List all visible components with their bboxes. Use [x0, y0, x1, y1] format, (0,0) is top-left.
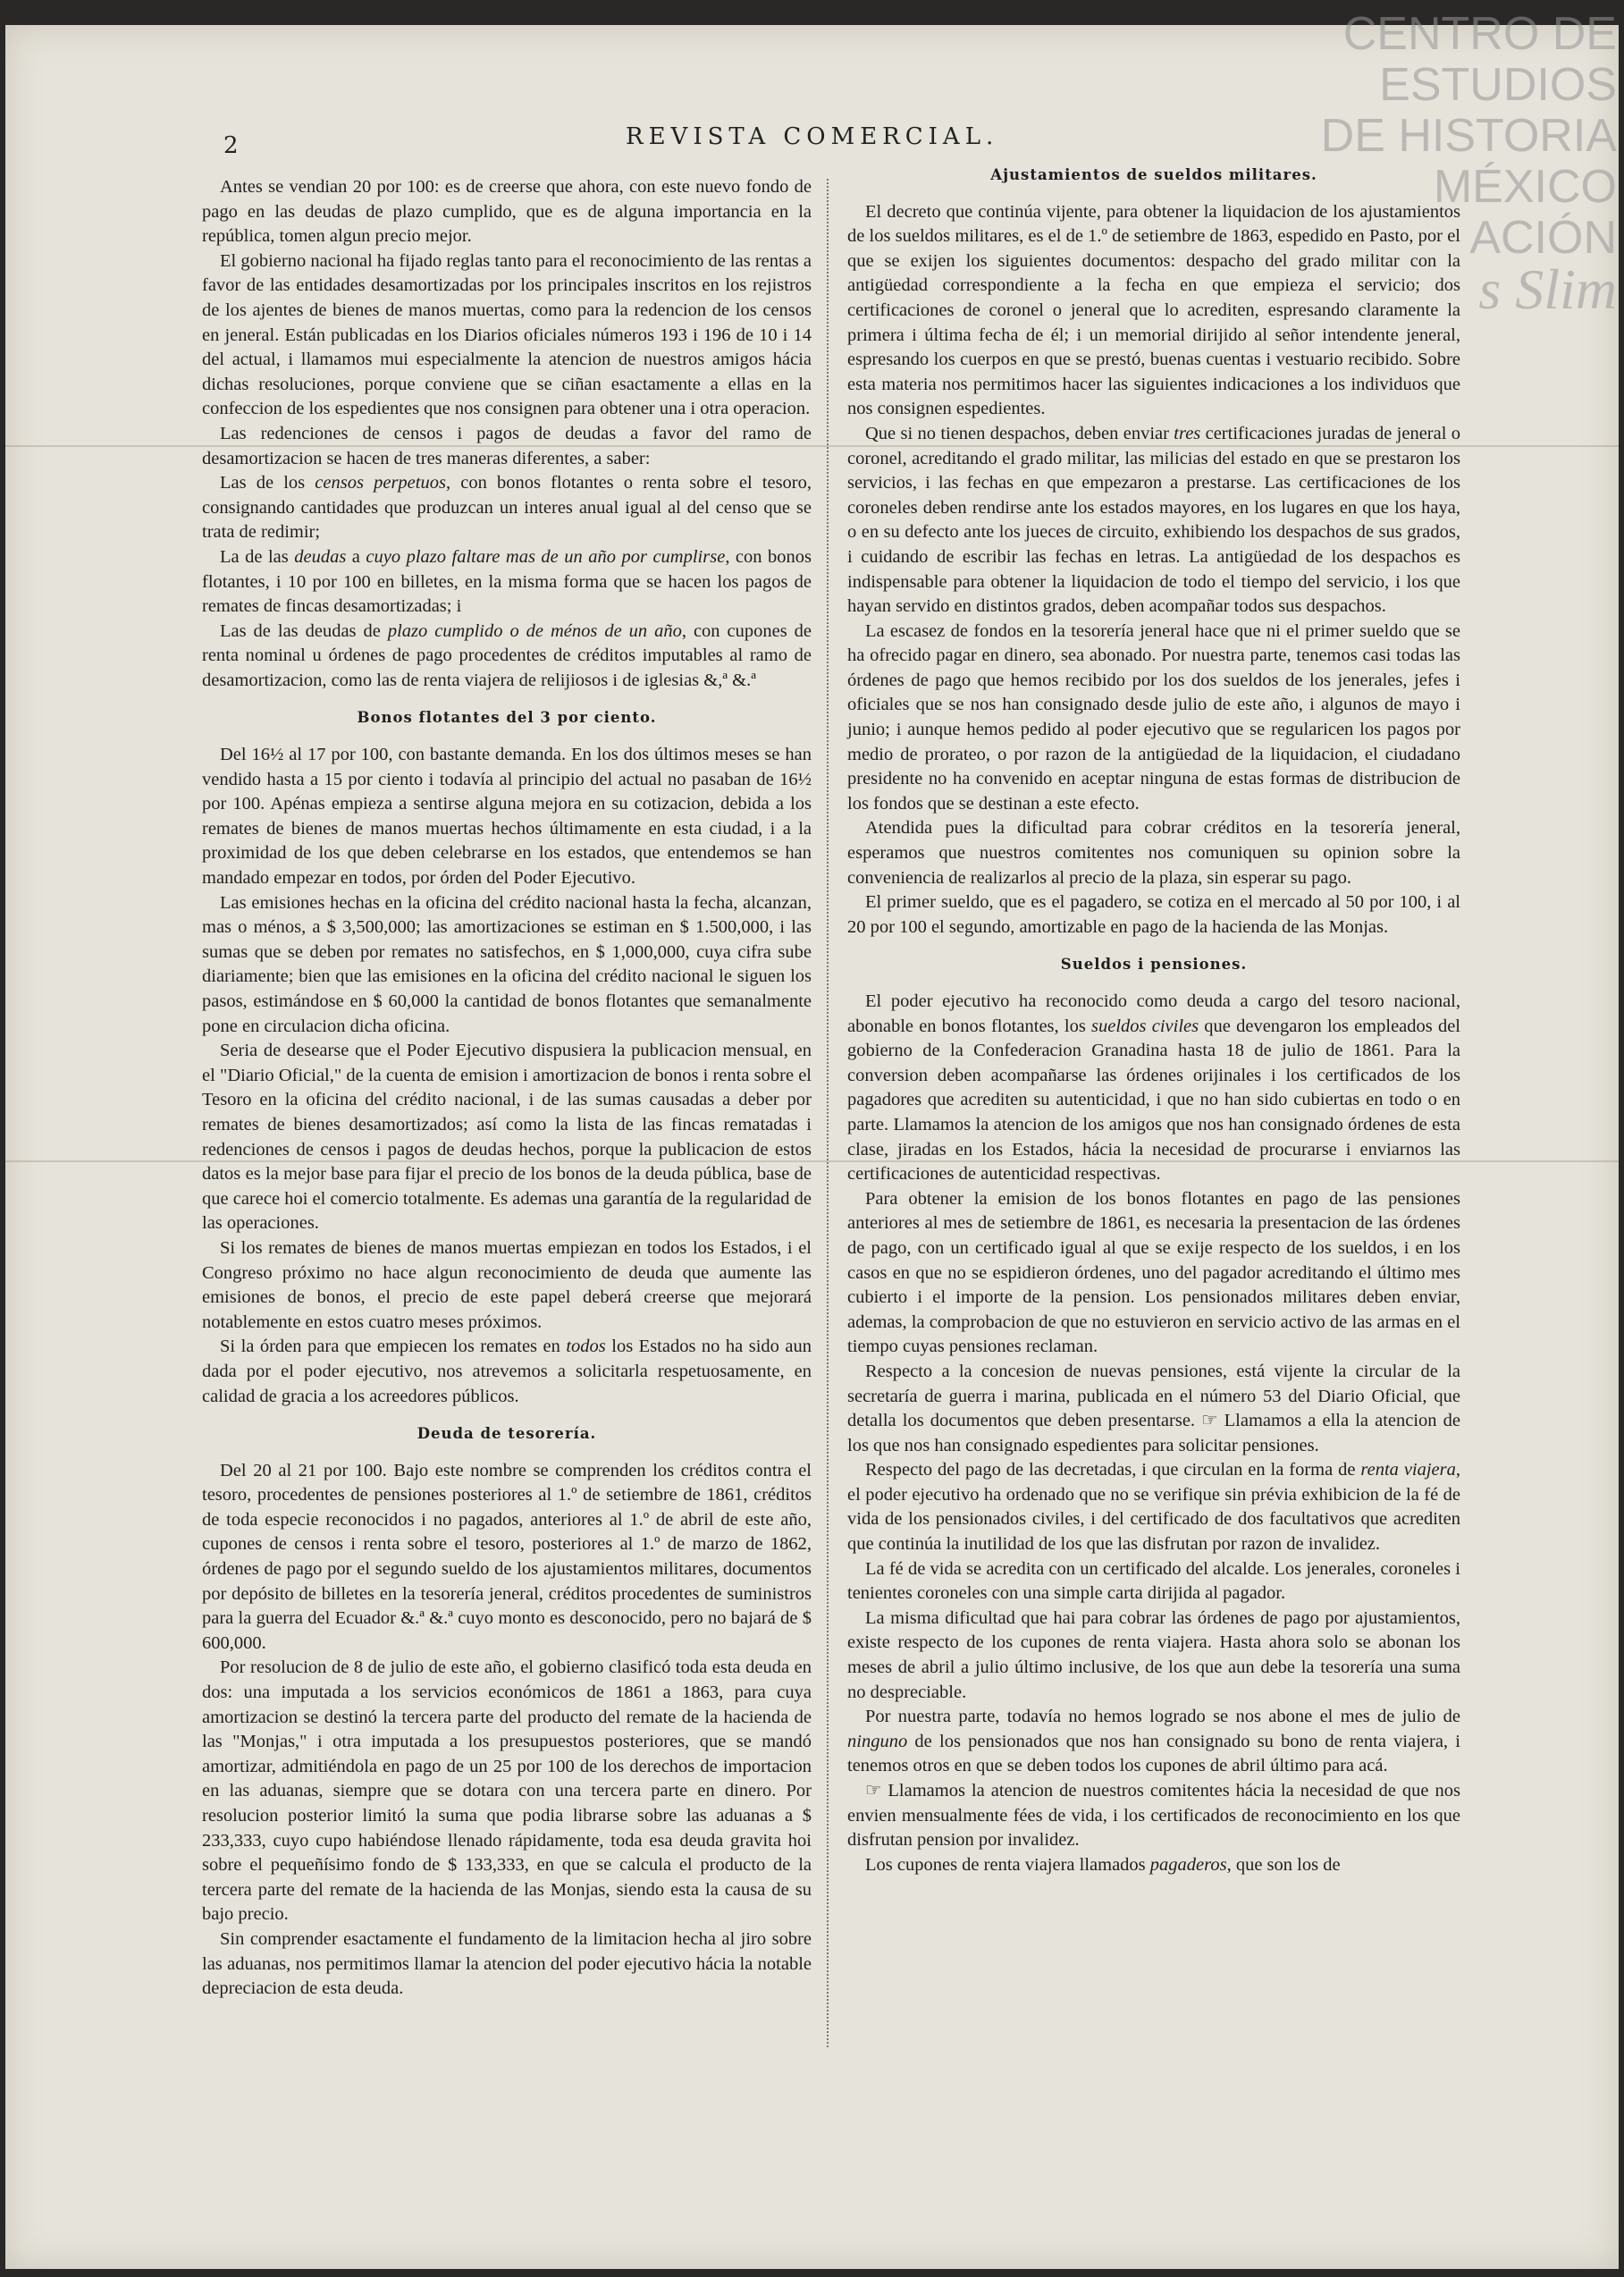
section-heading: Bonos flotantes del 3 por ciento.: [357, 709, 657, 727]
watermark-signature: s Slim: [1478, 257, 1617, 321]
paragraph: Las redenciones de censos i pagos de deudas a favor del ramo de desamortizacion se hacen de tres maneras diferentes, a saber:: [202, 423, 812, 468]
paragraph: El poder ejecutivo ha reconocido como deuda a cargo del tesoro nacional, abonable en bonos flotantes, los sueldos civiles que devengaron los empleados del gobierno de la Confederacion Granadina hasta 18 de julio de 1861. Para la conversion deben acompañarse las órdenes orijinales i los certificados de los pagadores que acrediten su autenticidad, i que no han sido cubiertas en todo o en parte. Llamamos la atencion de los amigos que nos han consignado órdenes de esta clase, jiradas en los Estados, hácia la necesidad de procurarse i enviarnos las certificaciones de autenticidad respectivas.: [847, 991, 1460, 1185]
paragraph: Las de las deudas de plazo cumplido o de ménos de un año, con cupones de renta nominal u órdenes de pago procedentes de créditos imputables al ramo de desamortizacion, como las de renta viajera de relijiosos i de iglesias &,ª &.ª: [202, 620, 812, 690]
watermark-line: ACIÓN: [1469, 212, 1617, 264]
right-column: [847, 163, 1460, 1877]
paragraph: Antes se vendian 20 por 100: es de creerse que ahora, con este nuevo fondo de pago en las deudas de plazo cumplido, que es de alguna importancia en la república, tomen algun precio mejor.: [202, 177, 812, 247]
paragraph: Respecto del pago de las decretadas, i que circulan en la forma de renta viajera, el poder ejecutivo ha ordenado que no se verifique sin prévia exhibicion de la fé de vida de los pensionados civiles, i del certificado de dos facultativos que acrediten que continúa la inutilidad de los que las disfrutan por razon de invalidez.: [847, 1460, 1461, 1555]
paragraph: Respecto a la concesion de nuevas pensiones, está vijente la circular de la secretaría de guerra i marina, publicada en el número 53 del Diario Oficial, que detalla los documentos que deben presentarse. ☞ Llamamos a ella la atencion de los que nos han consignado espedientes para solicitar pensiones.: [847, 1361, 1460, 1455]
page-number: 2: [223, 132, 239, 159]
left-column: [202, 175, 812, 2002]
paragraph: Atendida pues la dificultad para cobrar créditos en la tesorería jeneral, esperamos que nuestros comitentes nos comuniquen su opinion sobre la conveniencia de realizarlos al precio de la plaza, sin esperar su pago.: [847, 818, 1460, 888]
paragraph: Las de los censos perpetuos, con bonos flotantes o renta sobre el tesoro, consignando cantidades que produzcan un interes anual igual al del censo que se trata de redimir;: [202, 473, 812, 543]
paragraph: Del 16½ al 17 por 100, con bastante demanda. En los dos últimos meses se han vendido hasta a 15 por ciento i todavía al principio del actual no pasaban de 16½ por 100. Apénas empieza a sentirse alguna mejora en su cotizacion, debida a los remates de bienes de manos muertas hechos últimamente en esta ciudad, i a la proximidad de los que deben celebrarse en los estados, que entendemos se han mandado empezar en todos, por órden del Poder Ejecutivo.: [202, 745, 812, 889]
paragraph: Para obtener la emision de los bonos flotantes en pago de las pensiones anteriores al mes de setiembre de 1861, es necesaria la presentacion de las órdenes de pago, con un certificado igual al que se exije respecto de los sueldos, i en los casos en que no se espidieron órdenes, uno del pagador acreditando el último mes cubierto i el importe de la pension. Los pensionados militares deben enviar, ademas, la comprobacion de que no estuvieron en servicio activo de las armas en el tiempo cuyas pensiones reclaman.: [847, 1188, 1460, 1357]
section-heading: Ajustamientos de sueldos militares.: [990, 166, 1317, 183]
paragraph: Por resolucion de 8 de julio de este año, el gobierno clasificó toda esta deuda en dos: una imputada a los servicios económicos de 1861 a 1863, para cuya amortizacion se destinó la tercera parte del producto del remate de la hacienda de las "Monjas," i otra imputada a los presupuestos posteriores, que se mandó amortizar, admitiéndola en pago de un 25 por 100 de los derechos de importacion en las aduanas, siempre que se dotara con una tercera parte en dinero. Por resolucion posterior limitó la suma que podia librarse sobre las aduanas a $ 233,333, cuyo cupo habiéndose llenado rápidamente, toda esa deuda gravita hoi sobre el pequeñísimo fondo de $ 133,333, en que se calcula el producto de la tercera parte del remate de la hacienda de las Monjas, siendo esta la causa de su bajo precio.: [202, 1657, 812, 1925]
paragraph: El gobierno nacional ha fijado reglas tanto para el reconocimiento de las rentas a favor de las entidades desamortizadas por los principales inscritos en los rejistros de los ajentes de bienes de manos muertas, como para la redencion de los censos en jeneral. Están publicadas en los Diarios oficiales números 193 i 196 de 10 i 14 del actual, i llamamos mui especialmente la atencion de nuestros amigos hácia dichas resoluciones, porque conviene que se ciñan esactamente a ellas en la confeccion de los espedientes que nos consignen para obtener una i otra operacion.: [202, 250, 812, 419]
section-heading: Sueldos i pensiones.: [1060, 956, 1248, 974]
paragraph: Sin comprender esactamente el fundamento de la limitacion hecha al jiro sobre las aduanas, nos permitimos llamar la atencion del poder ejecutivo hácia la notable depreciacion de esta deuda.: [202, 1928, 812, 1999]
paragraph: El primer sueldo, que es el pagadero, se cotiza en el mercado al 50 por 100, i al 20 por 100 el segundo, amortizable en pago de la hacienda de las Monjas.: [847, 892, 1460, 937]
watermark-line: CENTRO DE: [1342, 8, 1617, 60]
paragraph: La misma dificultad que hai para cobrar las órdenes de pago por ajustamientos, existe respecto de los cupones de renta viajera. Hasta ahora solo se abonan los meses de abril a julio último inclusive, de los que aun debe la tesorería una suma no despreciable.: [847, 1607, 1460, 1702]
section-heading: Deuda de tesorería.: [417, 1425, 597, 1443]
paragraph: Los cupones de renta viajera llamados pagaderos, que son los de: [865, 1854, 1341, 1875]
paragraph: Seria de desearse que el Poder Ejecutivo dispusiera la publicacion mensual, en el "Diario Oficial," de la cuenta de emision i amortizacion de bonos i renta sobre el Tesoro en la oficina del crédito nacional, i de las sumas causadas a deber por remates de bienes desamortizados; así como la lista de las fincas rematadas i redenciones de censos i pagos de deudas hechos, porque la publicacion de estos datos es la mejor base para fijar el precio de los bonos de la deuda pública, base de que carece hoi el comercio totalmente. Es ademas una garantía de la regularidad de las operaciones.: [202, 1041, 812, 1234]
watermark-line: MÉXICO: [1433, 161, 1617, 213]
paragraph: Si los remates de bienes de manos muertas empiezan en todos los Estados, i el Congreso próximo no hace algun reconocimiento de deuda que aumente las emisiones de bonos, el precio de este papel deberá creerse que mejorará notablemente en estos cuatro meses próximos.: [202, 1237, 812, 1332]
page-header-title: REVISTA COMERCIAL.: [626, 123, 999, 150]
paragraph: El decreto que continúa vijente, para obtener la liquidacion de los ajustamientos de los sueldos militares, es el de 1.º de setiembre de 1863, espedido en Pasto, por el que se exijen los siguientes documentos: despacho del grado militar con la antigüedad correspondiente a la fecha en que empieza el servicio; dos certificaciones de coronel o jeneral que lo acrediten, espresando claramente la primera i última fecha de él; i un memorial dirijido al señor intendente jeneral, espresando los cuerpos en que se prestó, buenas cuentas i vestuario recibido. Sobre esta materia nos permitimos hacer las siguientes indicaciones a los individuos que nos consignen espedientes.: [847, 201, 1460, 419]
paragraph: ☞ Llamamos la atencion de nuestros comitentes hácia la necesidad de que nos envien mensualmente fées de vida, i los certificados de reconocimiento en los que disfrutan pension por invalidez.: [847, 1781, 1460, 1851]
paragraph: La escasez de fondos en la tesorería jeneral hace que ni el primer sueldo que se ha ofrecido pagar en dinero, sea abonado. Por nuestra parte, tenemos casi todas las órdenes de pago que hemos recibido por los dos sueldos de los jenerales, jefes i oficiales que se nos han consignado desde julio de este año, i algunos de mayo i junio; i aunque hemos pedido al poder ejecutivo que se regularicen los pagos por medio de prorateo, o por razon de la antigüedad de la liquidacion, el ciudadano presidente no ha convenido en aceptar ninguna de estas formas de distribucion de los fondos que se destinan a este efecto.: [847, 620, 1460, 814]
paragraph: Por nuestra parte, todavía no hemos logrado se nos abone el mes de julio de ninguno de los pensionados que nos han consignado su bono de renta viajera, i tenemos otros en que se deben todos los cupones de abril último para acá.: [847, 1707, 1460, 1776]
paragraph: Si la órden para que empiecen los remates en todos los Estados no ha sido aun dada por el poder ejecutivo, nos atrevemos a solicitarla respetuosamente, en calidad de gracia a los acreedores públicos.: [202, 1337, 812, 1406]
paragraph: La de las deudas a cuyo plazo faltare mas de un año por cumplirse, con bonos flotantes, i 10 por 100 en billetes, en la misma forma que se hacen los pagos de remates de fincas desamortizadas; i: [202, 546, 812, 617]
paragraph: La fé de vida se acredita con un certificado del alcalde. Los jenerales, coroneles i tenientes coroneles con una simple carta dirijida al pagador.: [847, 1558, 1460, 1604]
paragraph: Del 20 al 21 por 100. Bajo este nombre se comprenden los créditos contra el tesoro, procedentes de pensiones posteriores al 1.º de setiembre de 1861, créditos de toda especie reconocidos i no pagados, anteriores al 1.º de abril de este año, cupones de censos i renta sobre el tesoro, posteriores al 1.º de marzo de 1862, órdenes de pago por el segundo sueldo de los ajustamientos militares, documentos por depósito de billetes en la tesorería jeneral, créditos procedentes de suministros para la guerra del Ecuador &.ª &.ª cuyo monto es desconocido, pero no bajará de $ 600,000.: [202, 1460, 812, 1653]
paragraph: Que si no tienen despachos, deben enviar tres certificaciones juradas de jeneral o coronel, acreditando el grado militar, las milicias del estado en que se prestaron los servicios, i las fechas en que empezaron a prestarse. Las certificaciones de los coroneles deben rendirse ante los estados mayores, en los lugares en que los haya, o en su defecto ante los jueces de circuito, exhibiendo los despachos de sus grados, i cuidando de escribir las fechas en letras. La antigüedad de los despachos es indispensable para obtener la liquidacion de todo el tiempo del servicio, i los que hayan servido en distintos grados, deben acompañar todos sus despachos.: [847, 423, 1460, 617]
column-divider: [827, 179, 829, 2047]
paragraph: Las emisiones hechas en la oficina del crédito nacional hasta la fecha, alcanzan, mas o ménos, a $ 3,500,000; las amortizaciones se estiman en $ 1.500,000, i las sumas que se deben por remates no satisfechos, en $ 1,000,000, cuya cifra sube diariamente; bien que las emisiones en la oficina del crédito nacional le siguen los pasos, estimándose en $ 60,000 la cantidad de bonos flotantes que semanalmente pone en circulacion dicha oficina.: [202, 892, 812, 1036]
watermark-line: DE HISTORIA: [1320, 110, 1617, 162]
watermark-line: ESTUDIOS: [1379, 59, 1617, 111]
